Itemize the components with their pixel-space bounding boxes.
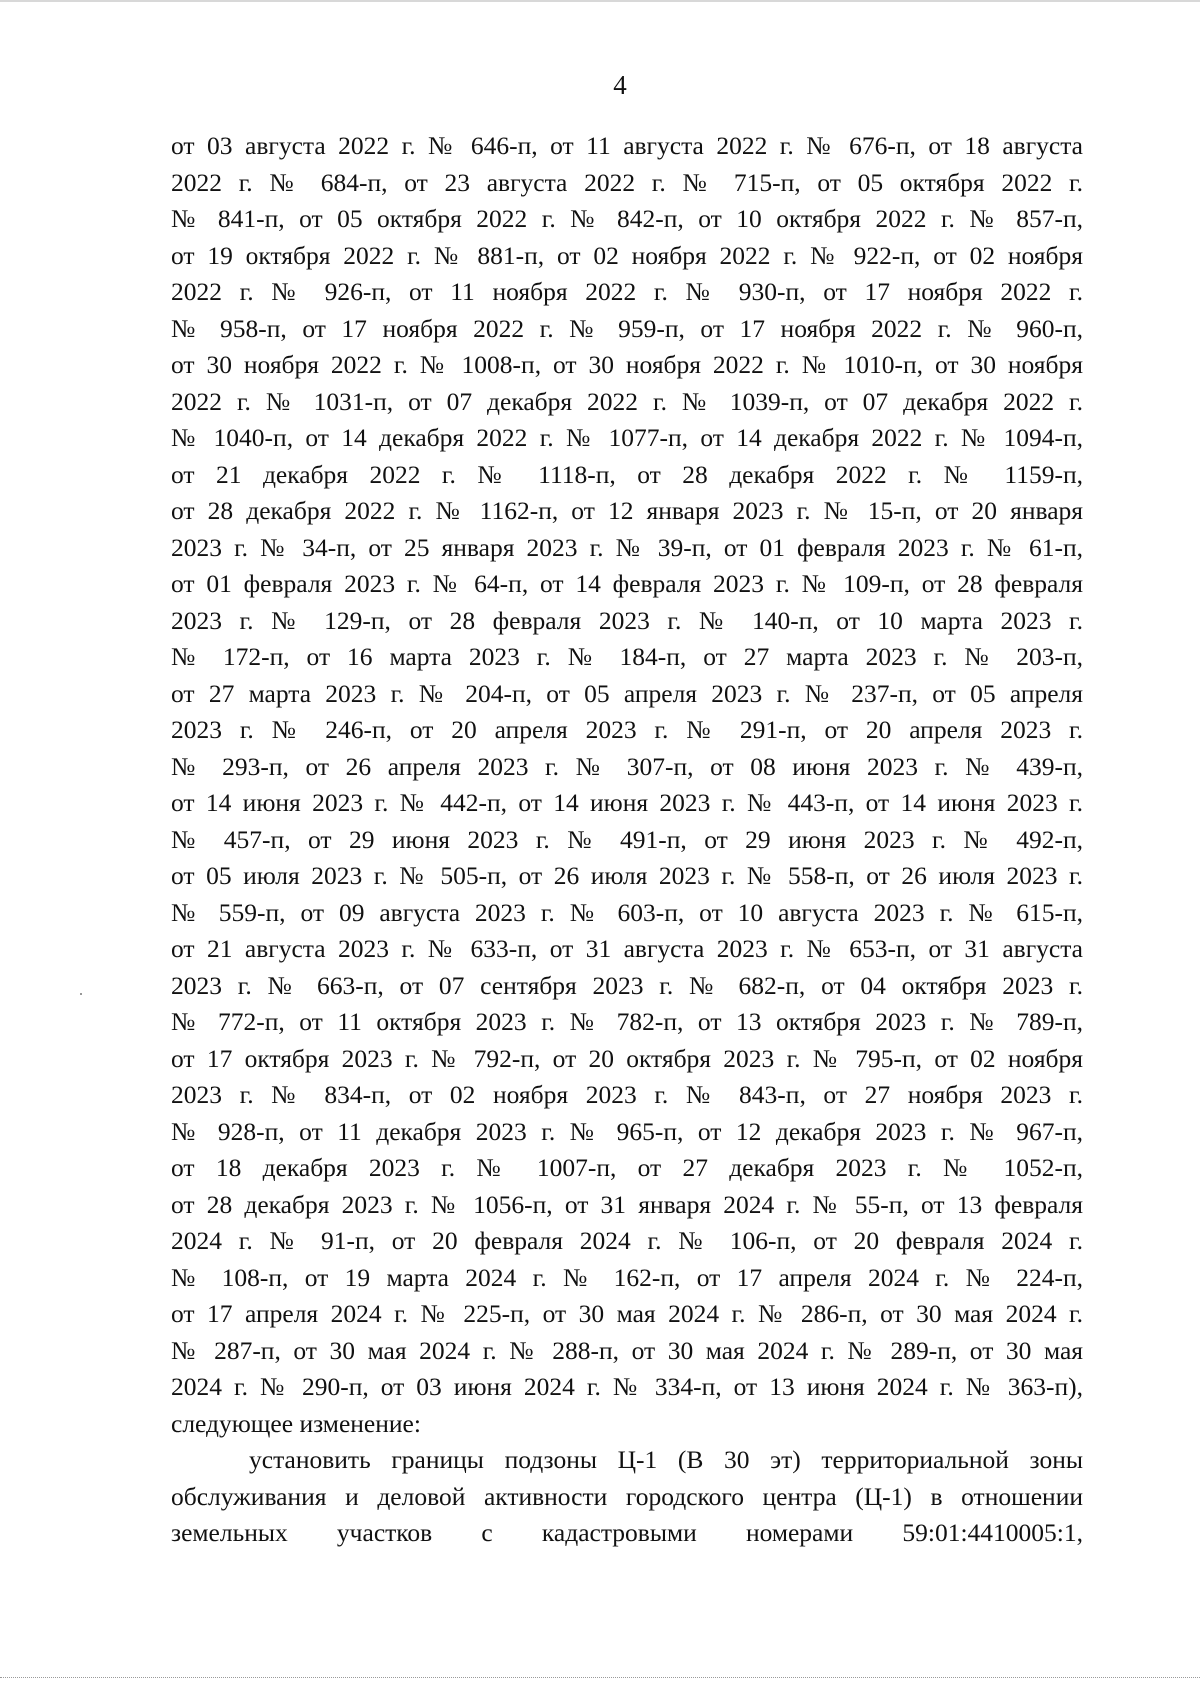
text-line: № 928-п, от 11 декабря 2023 г. № 965-п, от 12 декабря 2023 г. № 967-п, [171, 1116, 1083, 1146]
scan-top-edge [0, 0, 1200, 2]
text-line: № 559-п, от 09 августа 2023 г. № 603-п, от 10 августа 2023 г. № 615-п, [171, 897, 1083, 927]
text-line: от 18 декабря 2023 г. № 1007-п, от 27 декабря 2023 г. № 1052-п, [171, 1153, 1083, 1182]
text-line: № 287-п, от 30 мая 2024 г. № 288-п, от 30 мая 2024 г. № 289-п, от 30 мая [171, 1335, 1083, 1365]
text-line: 2022 г. № 684-п, от 23 августа 2022 г. № 715-п, от 05 октября 2022 г. [171, 167, 1083, 197]
text-line: от 27 марта 2023 г. № 204-п, от 05 апреля 2023 г. № 237-п, от 05 апреля [171, 678, 1083, 708]
text-line: от 30 ноября 2022 г. № 1008-п, от 30 ноября 2022 г. № 1010-п, от 30 ноября [171, 350, 1083, 379]
text-line: № 172-п, от 16 марта 2023 г. № 184-п, от 27 марта 2023 г. № 203-п, [171, 642, 1083, 671]
text-line: 2023 г. № 663-п, от 07 сентября 2023 г. № 682-п, от 04 октября 2023 г. [171, 970, 1083, 1000]
text-line: № 1040-п, от 14 декабря 2022 г. № 1077-п, от 14 декабря 2022 г. № 1094-п, [171, 423, 1083, 452]
text-line: 2022 г. № 926-п, от 11 ноября 2022 г. № 930-п, от 17 ноября 2022 г. [171, 277, 1083, 306]
text-line: 2024 г. № 290-п, от 03 июня 2024 г. № 334-п, от 13 июня 2024 г. № 363-п), [171, 1372, 1083, 1401]
text-line: 2023 г. № 129-п, от 28 февраля 2023 г. № 140-п, от 10 марта 2023 г. [171, 605, 1083, 635]
text-line: № 457-п, от 29 июня 2023 г. № 491-п, от 29 июня 2023 г. № 492-п, [171, 824, 1083, 854]
text-line: от 21 августа 2023 г. № 633-п, от 31 августа 2023 г. № 653-п, от 31 августа [171, 934, 1083, 963]
text-line: земельных участков с кадастровыми номерами 59:01:4410005:1, [171, 1518, 1083, 1547]
text-line: 2023 г. № 34-п, от 25 января 2023 г. № 39-п, от 01 февраля 2023 г. № 61-п, [171, 532, 1083, 562]
text-line: 2024 г. № 91-п, от 20 февраля 2024 г. № 106-п, от 20 февраля 2024 г. [171, 1226, 1083, 1255]
text-line: от 14 июня 2023 г. № 442-п, от 14 июня 2023 г. № 443-п, от 14 июня 2023 г. [171, 788, 1083, 817]
text-line: от 17 октября 2023 г. № 792-п, от 20 октября 2023 г. № 795-п, от 02 ноября [171, 1043, 1083, 1073]
text-line: 2023 г. № 246-п, от 20 апреля 2023 г. № 291-п, от 20 апреля 2023 г. [171, 715, 1083, 744]
text-line: от 05 июля 2023 г. № 505-п, от 26 июля 2023 г. № 558-п, от 26 июля 2023 г. [171, 861, 1083, 890]
text-line: от 01 февраля 2023 г. № 64-п, от 14 февраля 2023 г. № 109-п, от 28 февраля [171, 569, 1083, 598]
text-line: № 841-п, от 05 октября 2022 г. № 842-п, от 10 октября 2022 г. № 857-п, [171, 204, 1083, 233]
text-line: от 17 апреля 2024 г. № 225-п, от 30 мая 2024 г. № 286-п, от 30 мая 2024 г. [171, 1299, 1083, 1328]
text-line: от 03 августа 2022 г. № 646-п, от 11 августа 2022 г. № 676-п, от 18 августа [171, 131, 1083, 160]
scan-artifact-dot [80, 993, 82, 995]
text-line: установить границы подзоны Ц-1 (В 30 эт) территориальной зоны [249, 1445, 1083, 1474]
text-line: от 28 декабря 2022 г. № 1162-п, от 12 января 2023 г. № 15-п, от 20 января [171, 496, 1083, 525]
text-line: № 772-п, от 11 октября 2023 г. № 782-п, от 13 октября 2023 г. № 789-п, [171, 1007, 1083, 1036]
document-body [171, 128, 1083, 1552]
text-line: от 19 октября 2022 г. № 881-п, от 02 ноября 2022 г. № 922-п, от 02 ноября [171, 240, 1083, 270]
text-line: от 21 декабря 2022 г. № 1118-п, от 28 декабря 2022 г. № 1159-п, [171, 459, 1083, 489]
text-line: следующее изменение: [171, 1408, 421, 1438]
text-line: № 958-п, от 17 ноября 2022 г. № 959-п, от 17 ноября 2022 г. № 960-п, [171, 313, 1083, 343]
text-line: № 293-п, от 26 апреля 2023 г. № 307-п, от 08 июня 2023 г. № 439-п, [171, 751, 1083, 781]
text-line: обслуживания и деловой активности городского центра (Ц-1) в отношении [171, 1481, 1083, 1511]
text-line: 2022 г. № 1031-п, от 07 декабря 2022 г. № 1039-п, от 07 декабря 2022 г. [171, 386, 1083, 416]
text-line: 2023 г. № 834-п, от 02 ноября 2023 г. № 843-п, от 27 ноября 2023 г. [171, 1080, 1083, 1109]
scan-bottom-edge [0, 1677, 1200, 1678]
text-line: от 28 декабря 2023 г. № 1056-п, от 31 января 2024 г. № 55-п, от 13 февраля [171, 1189, 1083, 1219]
text-line: № 108-п, от 19 марта 2024 г. № 162-п, от 17 апреля 2024 г. № 224-п, [171, 1262, 1083, 1292]
page-number: 4 [613, 70, 627, 100]
